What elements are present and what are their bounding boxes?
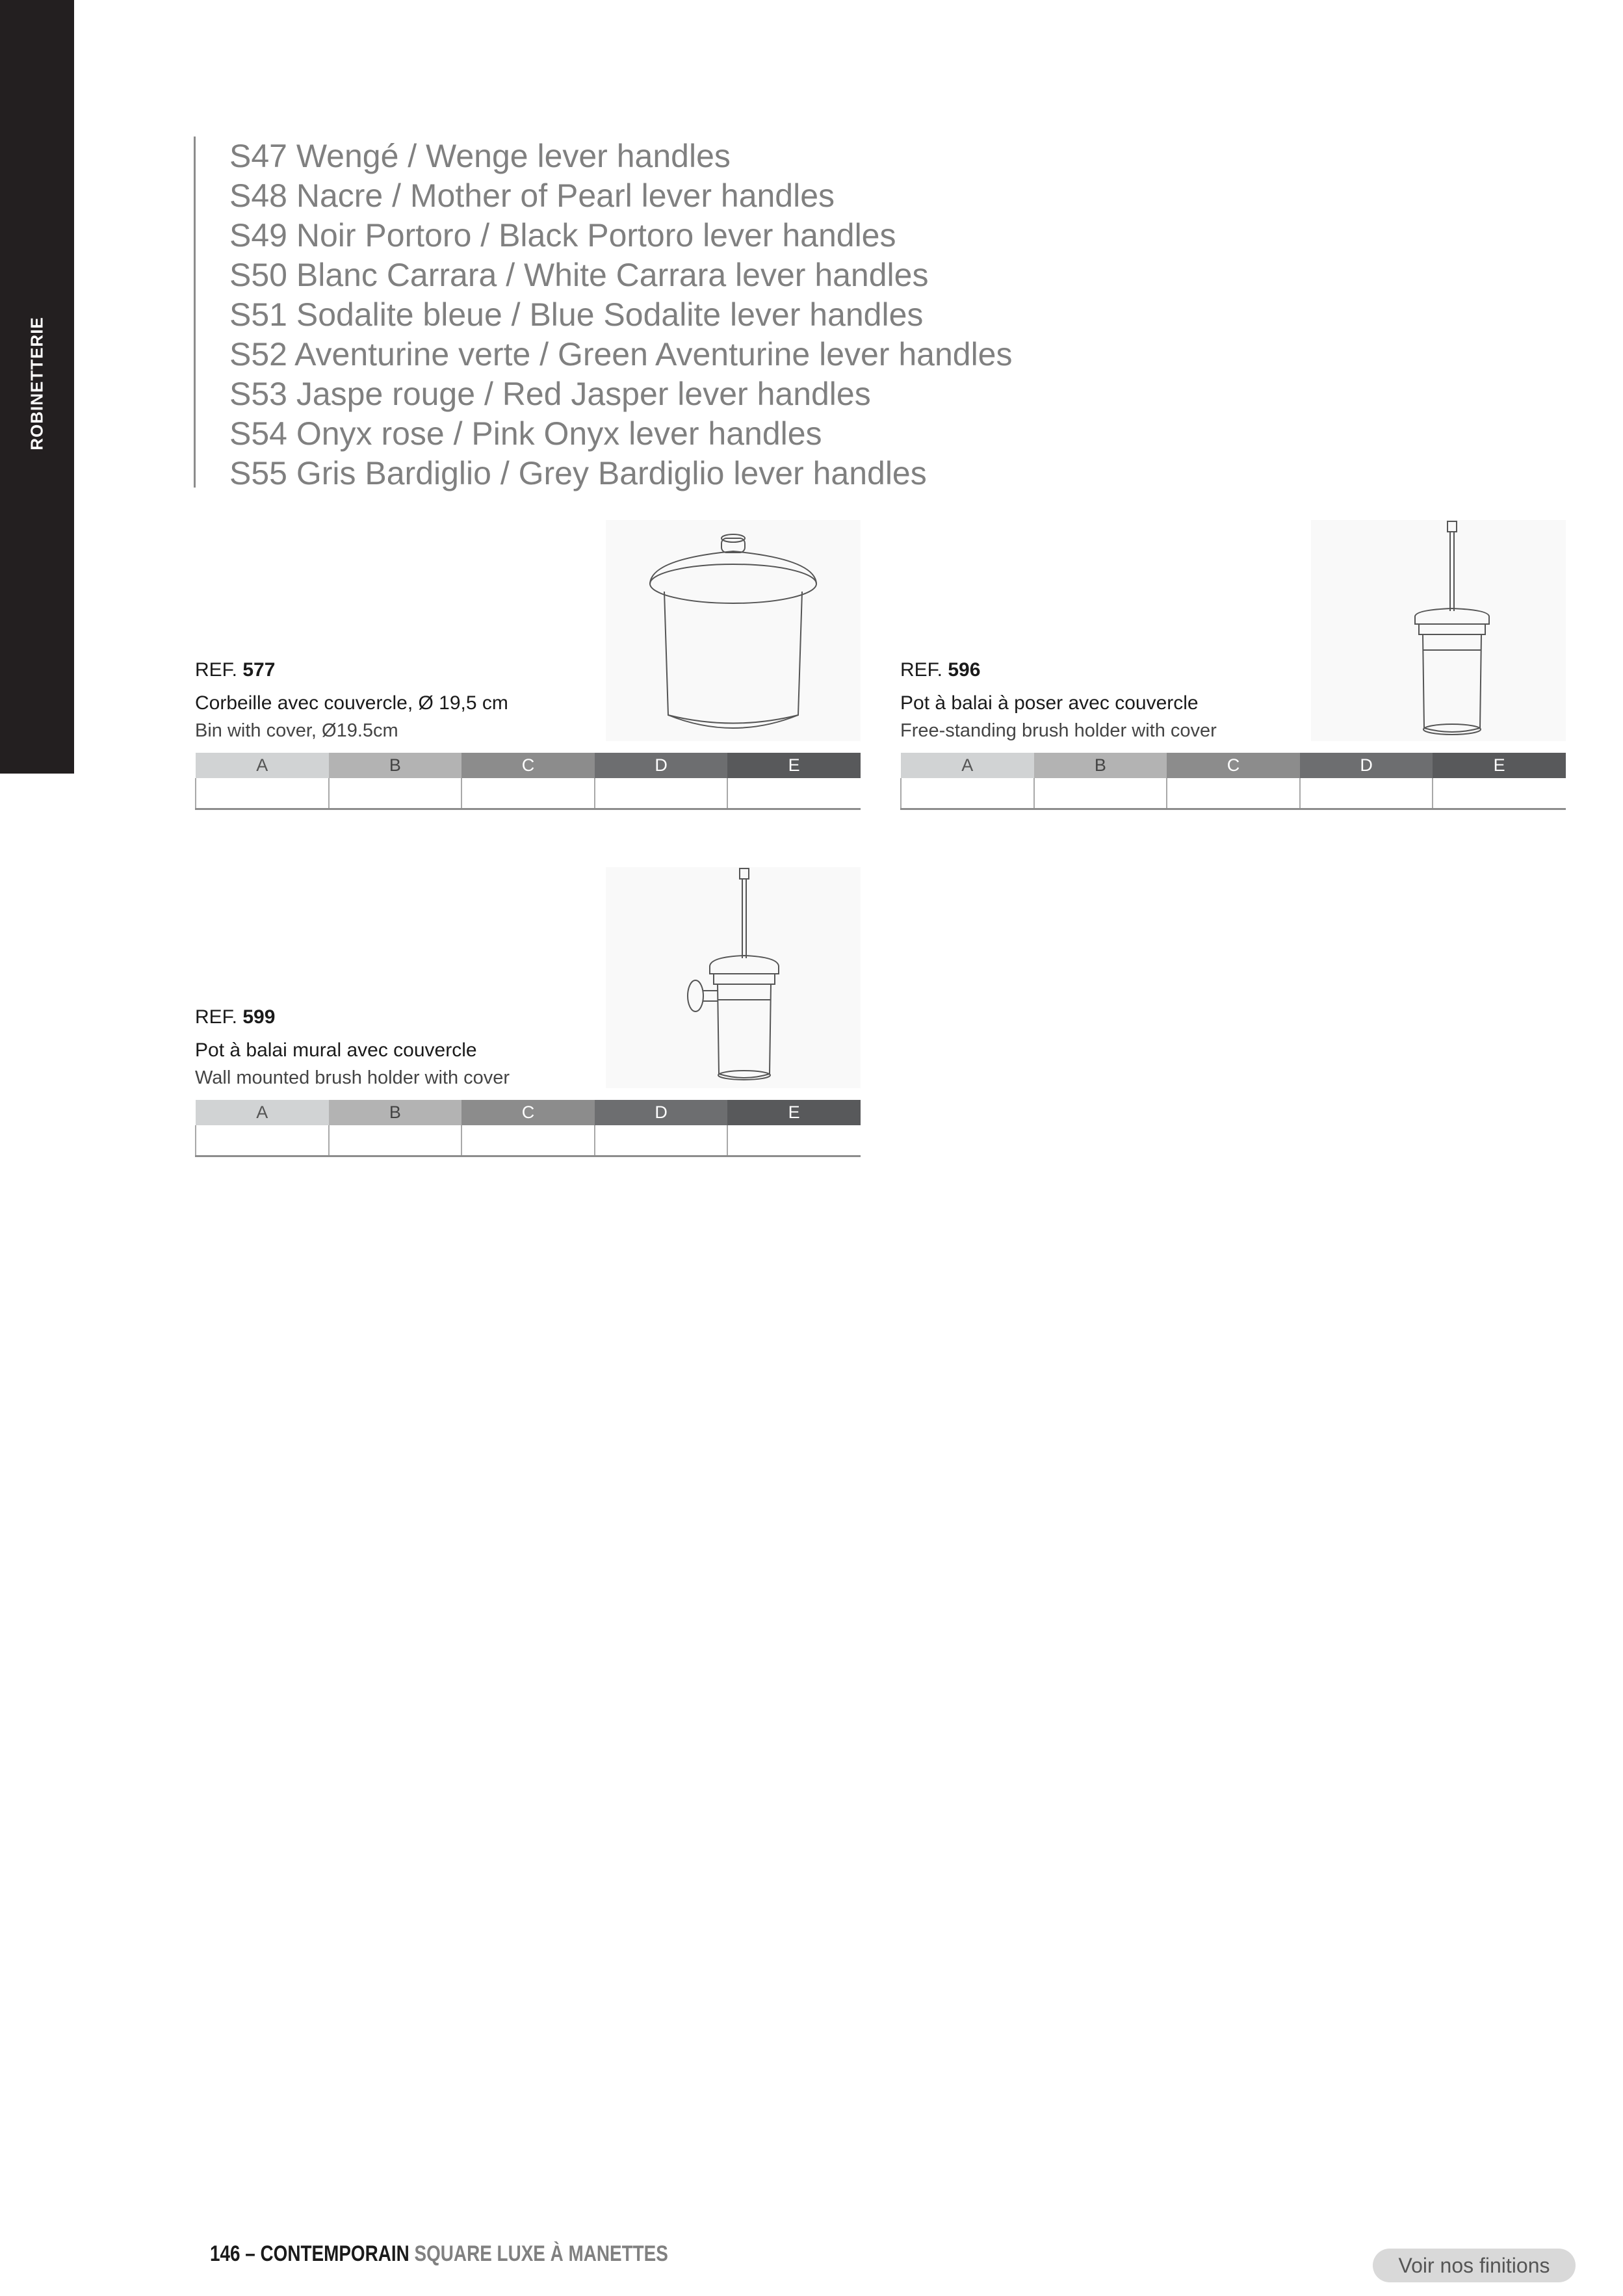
grade-header-a: A: [196, 1100, 329, 1125]
finish-item: S50 Blanc Carrara / White Carrara lever handles: [229, 257, 929, 293]
collection-name: CONTEMPORAIN: [260, 2241, 409, 2266]
grade-cell: [461, 778, 595, 809]
grade-header-b: B: [329, 1100, 462, 1125]
grade-header-b: B: [329, 753, 462, 778]
grade-header-e: E: [727, 1100, 861, 1125]
price-grade-table: [195, 1100, 861, 1157]
grade-cell: [329, 778, 462, 809]
product-description-en: Bin with cover, Ø19.5cm: [195, 720, 398, 741]
grade-cell: [1167, 778, 1300, 809]
page-footer-title: [210, 2241, 668, 2267]
product-description-fr: Pot à balai mural avec couvercle: [195, 1039, 477, 1061]
grade-header-d: D: [595, 753, 728, 778]
finish-list: [194, 137, 1013, 491]
grade-header-b: B: [1034, 753, 1167, 778]
product-description-en: Wall mounted brush holder with cover: [195, 1067, 510, 1088]
grade-header-a: A: [901, 753, 1034, 778]
grade-header-c: C: [461, 1100, 595, 1125]
product-ref: REF. 577: [195, 659, 276, 681]
finish-item: S54 Onyx rose / Pink Onyx lever handles: [229, 415, 822, 452]
product-description-fr: Pot à balai à poser avec couvercle: [900, 692, 1199, 714]
grade-header-d: D: [1300, 753, 1433, 778]
product-description-fr: Corbeille avec couvercle, Ø 19,5 cm: [195, 692, 508, 714]
grade-cell: [727, 1125, 861, 1156]
grade-header-a: A: [196, 753, 329, 778]
grade-cell: [329, 1125, 462, 1156]
product-description-en: Free-standing brush holder with cover: [900, 720, 1217, 741]
page-number: 146: [210, 2241, 240, 2266]
grade-cell: [461, 1125, 595, 1156]
finish-item: S55 Gris Bardiglio / Grey Bardiglio lever handles: [229, 455, 927, 491]
product-card-596: [900, 520, 1566, 819]
finish-item: S52 Aventurine verte / Green Aventurine lever handles: [229, 336, 1013, 372]
footer-separator: –: [240, 2241, 261, 2266]
finish-item: S47 Wengé / Wenge lever handles: [229, 138, 731, 174]
view-finishes-button[interactable]: Voir nos finitions: [1373, 2249, 1576, 2282]
product-card-577: [195, 520, 861, 819]
product-ref: REF. 596: [900, 659, 981, 681]
product-card-599: [195, 867, 861, 1166]
grade-cell: [901, 778, 1034, 809]
grade-cell: [1034, 778, 1167, 809]
grade-cell: [1433, 778, 1566, 809]
grade-header-e: E: [727, 753, 861, 778]
price-grade-table: [900, 753, 1566, 810]
grade-header-e: E: [1433, 753, 1566, 778]
finish-item: S48 Nacre / Mother of Pearl lever handles: [229, 177, 835, 214]
wall-mounted-brush-holder-image: [606, 867, 861, 1088]
free-standing-brush-holder-image: [1311, 520, 1566, 741]
bin-with-cover-image: [606, 520, 861, 741]
grade-cell: [595, 778, 728, 809]
grade-cell: [727, 778, 861, 809]
grade-cell: [595, 1125, 728, 1156]
grade-cell: [196, 778, 329, 809]
collection-subtitle: SQUARE LUXE À MANETTES: [409, 2241, 668, 2266]
section-tab: [0, 0, 74, 774]
finish-item: S49 Noir Portoro / Black Portoro lever handles: [229, 217, 896, 254]
finish-item: S53 Jaspe rouge / Red Jasper lever handles: [229, 376, 871, 412]
grade-header-d: D: [595, 1100, 728, 1125]
grade-cell: [196, 1125, 329, 1156]
finish-item: S51 Sodalite bleue / Blue Sodalite lever handles: [229, 296, 924, 333]
price-grade-table: [195, 753, 861, 810]
product-ref: REF. 599: [195, 1006, 276, 1028]
grade-cell: [1300, 778, 1433, 809]
grade-header-c: C: [1167, 753, 1300, 778]
section-tab-label: ROBINETTERIE: [27, 317, 47, 450]
grade-header-c: C: [461, 753, 595, 778]
